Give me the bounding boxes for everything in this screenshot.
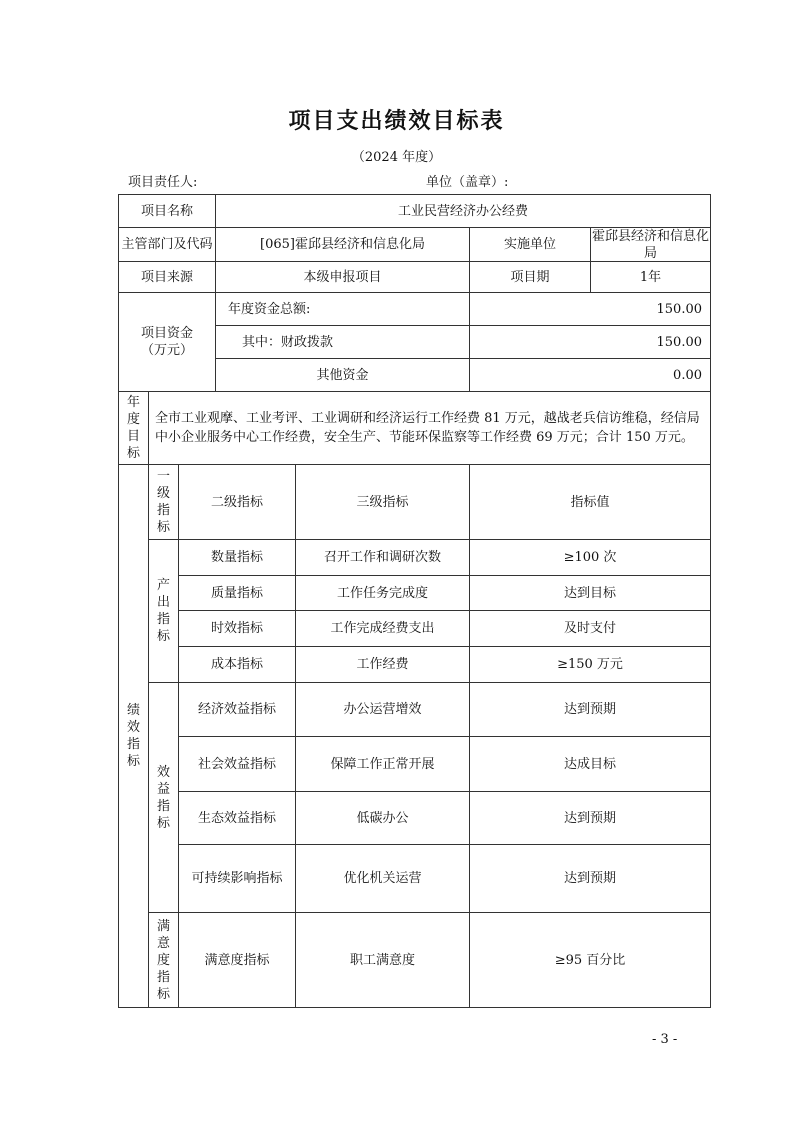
benefit-value: 达到预期 — [470, 683, 711, 737]
department-value: [065]霍邱县经济和信息化局 — [216, 228, 470, 262]
benefit-value: 达到预期 — [470, 792, 711, 845]
funds-label: 项目资金（万元） — [119, 293, 216, 392]
benefit-l2: 可持续影响指标 — [179, 845, 296, 913]
output-value: 达到目标 — [470, 576, 711, 611]
benefit-l3: 低碳办公 — [296, 792, 470, 845]
output-l2: 质量指标 — [179, 576, 296, 611]
benefit-l2: 社会效益指标 — [179, 737, 296, 792]
output-l2: 时效指标 — [179, 611, 296, 647]
output-value: ≥100 次 — [470, 540, 711, 576]
satisfaction-value: ≥95 百分比 — [470, 913, 711, 1008]
output-indicators-label: 产出指标 — [149, 540, 179, 683]
source-label: 项目来源 — [119, 262, 216, 293]
value-header: 指标值 — [470, 465, 711, 540]
output-l2: 成本指标 — [179, 647, 296, 683]
level3-header: 三级指标 — [296, 465, 470, 540]
benefit-l2: 经济效益指标 — [179, 683, 296, 737]
funds-total-label: 年度资金总额: — [216, 293, 470, 326]
funds-fiscal-label: 其中：财政拨款 — [216, 326, 470, 359]
benefit-l3: 优化机关运营 — [296, 845, 470, 913]
satisfaction-indicators-label: 满意度指标 — [149, 913, 179, 1008]
department-label: 主管部门及代码 — [119, 228, 216, 262]
project-name-label: 项目名称 — [119, 195, 216, 228]
output-value: 及时支付 — [470, 611, 711, 647]
output-l3: 工作经费 — [296, 647, 470, 683]
annual-goal-text: 全市工业观摩、工业考评、工业调研和经济运行工作经费 81 万元，越战老兵信访维稳，经信局中小企业服务中心工作经费，安全生产、节能环保监察等工作经费 69 万元；合计 150 万元。 — [149, 392, 711, 465]
output-l3: 召开工作和调研次数 — [296, 540, 470, 576]
funds-fiscal-value: 150.00 — [470, 326, 711, 359]
impl-unit-label: 实施单位 — [470, 228, 591, 261]
benefit-l3: 办公运营增效 — [296, 683, 470, 737]
annual-goal-label: 年度目标 — [119, 392, 149, 465]
indicators-label: 绩效指标 — [119, 465, 149, 1008]
impl-unit-value: 霍邱县经济和信息化局 — [591, 228, 709, 261]
satisfaction-l2: 满意度指标 — [179, 913, 296, 1008]
output-value: ≥150 万元 — [470, 647, 711, 683]
responsible-person-label: 项目责任人: — [128, 175, 198, 190]
page-number: - 3 - — [652, 1032, 678, 1047]
benefit-indicators-label: 效益指标 — [149, 683, 179, 913]
level1-header: 一级指标 — [149, 465, 179, 540]
funds-other-label: 其他资金 — [216, 359, 470, 392]
funds-other-value: 0.00 — [470, 359, 711, 392]
output-l2: 数量指标 — [179, 540, 296, 576]
benefit-value: 达到预期 — [470, 845, 711, 913]
period-cell — [470, 262, 711, 293]
benefit-value: 达成目标 — [470, 737, 711, 792]
benefit-l2: 生态效益指标 — [179, 792, 296, 845]
year-label: （2024 年度） — [351, 150, 442, 165]
page-title: 项目支出绩效目标表 — [288, 109, 505, 134]
output-l3: 工作完成经费支出 — [296, 611, 470, 647]
level2-header: 二级指标 — [179, 465, 296, 540]
period-label: 项目期 — [470, 262, 591, 292]
benefit-l3: 保障工作正常开展 — [296, 737, 470, 792]
source-value: 本级申报项目 — [216, 262, 470, 293]
unit-seal-label: 单位（盖章）: — [426, 175, 509, 190]
satisfaction-l3: 职工满意度 — [296, 913, 470, 1008]
project-name-value: 工业民营经济办公经费 — [216, 195, 711, 228]
performance-target-table — [118, 194, 711, 1008]
period-value: 1年 — [639, 269, 662, 285]
funds-total-value: 150.00 — [470, 293, 711, 326]
impl-unit-cell — [470, 228, 711, 262]
output-l3: 工作任务完成度 — [296, 576, 470, 611]
